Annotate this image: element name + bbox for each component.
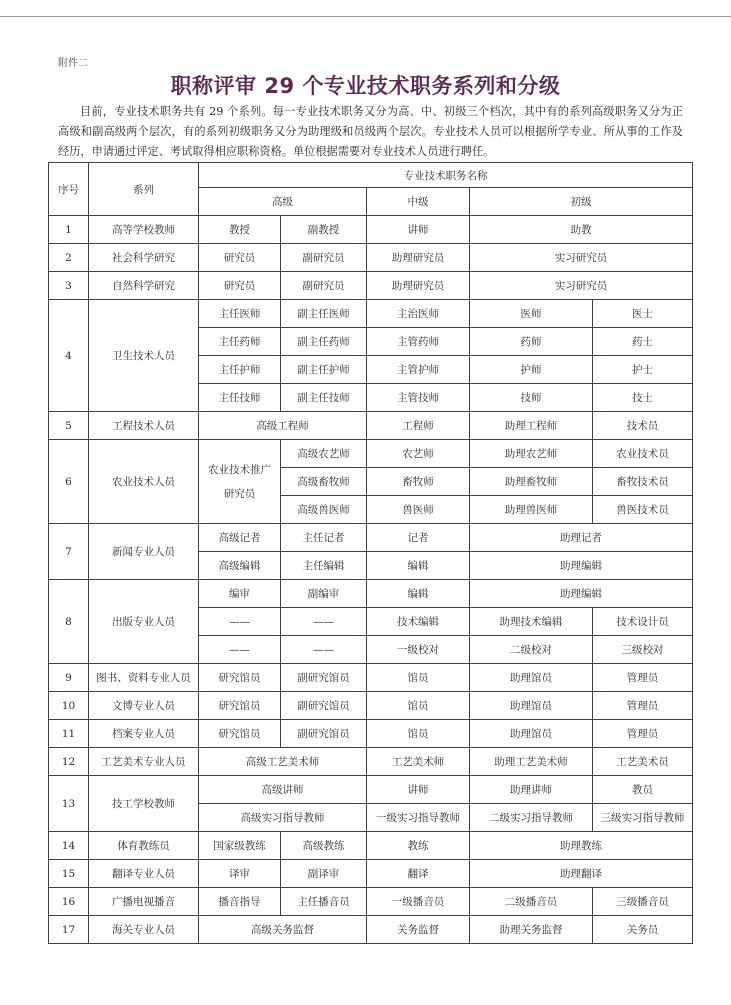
cell: 兽医师 <box>367 496 470 524</box>
cell: 工艺美术师 <box>367 748 470 776</box>
row-series: 档案专业人员 <box>89 720 199 748</box>
cell: 助理工艺美术师 <box>470 748 593 776</box>
row-no: 1 <box>49 216 89 244</box>
row-no: 16 <box>49 888 89 916</box>
cell: 高级编辑 <box>199 552 281 580</box>
page-title: 职称评审 29 个专业技术职务系列和分级 <box>170 74 561 98</box>
cell: 工艺美术员 <box>593 748 693 776</box>
cell: 主管技师 <box>367 384 470 412</box>
cell: 技师 <box>470 384 593 412</box>
cell-line: 农业技术推广 <box>208 463 271 476</box>
cell: —— <box>199 636 281 664</box>
cell: 助理教练 <box>470 832 693 860</box>
cell: 技术编辑 <box>367 608 470 636</box>
cell: 研究馆员 <box>199 664 281 692</box>
row-no: 12 <box>49 748 89 776</box>
cell: 助理农艺师 <box>470 440 593 468</box>
cell: 研究馆员 <box>199 692 281 720</box>
row-series: 卫生技术人员 <box>89 300 199 412</box>
table-row <box>49 216 693 244</box>
row-series: 体育教练员 <box>89 832 199 860</box>
cell: 副研究员 <box>281 272 367 300</box>
cell: 助理工程师 <box>470 412 593 440</box>
cell: 主任播音员 <box>281 888 367 916</box>
table-row <box>49 664 693 692</box>
cell: 主管药师 <box>367 328 470 356</box>
cell: 馆员 <box>367 692 470 720</box>
cell: 主任药师 <box>199 328 281 356</box>
cell: 管理员 <box>593 720 693 748</box>
cell: 高级农艺师 <box>281 440 367 468</box>
cell: 助理研究员 <box>367 272 470 300</box>
cell: 高级记者 <box>199 524 281 552</box>
cell: 高级讲师 <box>199 776 367 804</box>
cell: 助理技术编辑 <box>470 608 593 636</box>
cell: 副译审 <box>281 860 367 888</box>
cell: 农艺师 <box>367 440 470 468</box>
header-row <box>49 163 693 188</box>
cell: 医师 <box>470 300 593 328</box>
cell: 教练 <box>367 832 470 860</box>
cell: 主任医师 <box>199 300 281 328</box>
row-no: 6 <box>49 440 89 524</box>
cell: 助理馆员 <box>470 720 593 748</box>
cell: 助理记者 <box>470 524 693 552</box>
row-series: 文博专业人员 <box>89 692 199 720</box>
cell: 助理馆员 <box>470 664 593 692</box>
cell: 讲师 <box>367 776 470 804</box>
cell: 一级校对 <box>367 636 470 664</box>
cell: 翻译 <box>367 860 470 888</box>
cell-line: 研究员 <box>223 487 256 500</box>
cell: 技术员 <box>593 412 693 440</box>
cell: 实习研究员 <box>470 272 693 300</box>
cell: 助理编辑 <box>470 552 693 580</box>
cell: 主任编辑 <box>281 552 367 580</box>
cell: 研究馆员 <box>199 720 281 748</box>
cell: 译审 <box>199 860 281 888</box>
cell: 研究员 <box>199 244 281 272</box>
cell: 高级兽医师 <box>281 496 367 524</box>
row-series: 工程技术人员 <box>89 412 199 440</box>
cell: 高级实习指导教师 <box>199 804 367 832</box>
row-series: 海关专业人员 <box>89 916 199 944</box>
title-series-table <box>48 162 693 944</box>
cell: 研究员 <box>199 272 281 300</box>
row-no: 3 <box>49 272 89 300</box>
cell: 助理翻译 <box>470 860 693 888</box>
cell: 副教授 <box>281 216 367 244</box>
table-row <box>49 860 693 888</box>
table-row <box>49 524 693 552</box>
table-row <box>49 272 693 300</box>
cell: 助理关务监督 <box>470 916 593 944</box>
cell: 助理编辑 <box>470 580 693 608</box>
row-series: 高等学校教师 <box>89 216 199 244</box>
row-no: 15 <box>49 860 89 888</box>
cell: 馆员 <box>367 720 470 748</box>
header-senior: 高级 <box>199 188 367 216</box>
cell: 工程师 <box>367 412 470 440</box>
cell: 实习研究员 <box>470 244 693 272</box>
cell: 兽医技术员 <box>593 496 693 524</box>
table-row <box>49 580 693 608</box>
cell: 助教 <box>470 216 693 244</box>
cell: 编审 <box>199 580 281 608</box>
cell: 副主任护师 <box>281 356 367 384</box>
cell: 护师 <box>470 356 593 384</box>
row-no: 7 <box>49 524 89 580</box>
cell: 主任记者 <box>281 524 367 552</box>
table-row <box>49 748 693 776</box>
cell: 三级实习指导教师 <box>593 804 693 832</box>
row-no: 13 <box>49 776 89 832</box>
row-no: 5 <box>49 412 89 440</box>
cell: 副研究员 <box>281 244 367 272</box>
cell: 教授 <box>199 216 281 244</box>
cell: 编辑 <box>367 580 470 608</box>
cell: 助理研究员 <box>367 244 470 272</box>
cell: 管理员 <box>593 692 693 720</box>
table-row <box>49 440 693 468</box>
header-no: 序号 <box>49 163 89 216</box>
cell: 农业技术员 <box>593 440 693 468</box>
intro-paragraph: 目前，专业技术职务共有 29 个系列。每一专业技术职务又分为高、中、初级三个档次，其中有的系列高级职务又分为正高级和副高级两个层次，有的系列初级职务又分为助理级和员级两个层次。专业技术人员可以根据所学专业、所从事的工作及经历，申请通过评定、考试取得相应职称资格。单位根据需要对专业技术人员进行聘任。 <box>58 105 683 158</box>
row-series: 自然科学研究 <box>89 272 199 300</box>
cell: 副研究馆员 <box>281 664 367 692</box>
cell: 三级校对 <box>593 636 693 664</box>
cell: 二级实习指导教师 <box>470 804 593 832</box>
row-no: 9 <box>49 664 89 692</box>
cell: 讲师 <box>367 216 470 244</box>
cell: 药士 <box>593 328 693 356</box>
cell: 二级校对 <box>470 636 593 664</box>
row-series: 社会科学研究 <box>89 244 199 272</box>
cell: 高级畜牧师 <box>281 468 367 496</box>
cell: 副编审 <box>281 580 367 608</box>
row-series: 农业技术人员 <box>89 440 199 524</box>
cell: 关务员 <box>593 916 693 944</box>
annex-label: 附件二 <box>58 58 88 69</box>
cell: 畜牧技术员 <box>593 468 693 496</box>
cell: 一级播音员 <box>367 888 470 916</box>
scan-top-edge <box>0 0 731 17</box>
cell: 副主任药师 <box>281 328 367 356</box>
cell: 主任护师 <box>199 356 281 384</box>
cell: 关务监督 <box>367 916 470 944</box>
cell: 副主任技师 <box>281 384 367 412</box>
row-series: 图书、资料专业人员 <box>89 664 199 692</box>
cell: 畜牧师 <box>367 468 470 496</box>
row-series: 翻译专业人员 <box>89 860 199 888</box>
cell: 高级工艺美术师 <box>199 748 367 776</box>
row-series: 技工学校教师 <box>89 776 199 832</box>
cell: —— <box>281 636 367 664</box>
cell: —— <box>199 608 281 636</box>
cell: 主任技师 <box>199 384 281 412</box>
table-row <box>49 776 693 804</box>
table-row <box>49 832 693 860</box>
cell: 管理员 <box>593 664 693 692</box>
table-row <box>49 692 693 720</box>
table-row <box>49 412 693 440</box>
cell: 高级工程师 <box>199 412 367 440</box>
row-no: 14 <box>49 832 89 860</box>
cell: 护士 <box>593 356 693 384</box>
header-junior: 初级 <box>470 188 693 216</box>
cell: 副研究馆员 <box>281 692 367 720</box>
row-series: 出版专业人员 <box>89 580 199 664</box>
cell: 记者 <box>367 524 470 552</box>
cell: —— <box>281 608 367 636</box>
header-series: 系列 <box>89 163 199 216</box>
cell: 副主任医师 <box>281 300 367 328</box>
table-row <box>49 888 693 916</box>
cell: 助理馆员 <box>470 692 593 720</box>
row-series: 新闻专业人员 <box>89 524 199 580</box>
row-no: 11 <box>49 720 89 748</box>
cell: 三级播音员 <box>593 888 693 916</box>
cell: 二级播音员 <box>470 888 593 916</box>
cell-extension-researcher <box>199 440 281 524</box>
row-series: 广播电视播音 <box>89 888 199 916</box>
row-no: 17 <box>49 916 89 944</box>
row-no: 4 <box>49 300 89 412</box>
cell: 高级教练 <box>281 832 367 860</box>
cell: 国家级教练 <box>199 832 281 860</box>
cell: 馆员 <box>367 664 470 692</box>
cell: 副研究馆员 <box>281 720 367 748</box>
cell: 主治医师 <box>367 300 470 328</box>
cell: 编辑 <box>367 552 470 580</box>
table-row <box>49 300 693 328</box>
row-no: 8 <box>49 580 89 664</box>
row-no: 2 <box>49 244 89 272</box>
cell: 教员 <box>593 776 693 804</box>
cell: 主管护师 <box>367 356 470 384</box>
cell: 技术设计员 <box>593 608 693 636</box>
cell: 播音指导 <box>199 888 281 916</box>
table-row <box>49 244 693 272</box>
cell: 助理讲师 <box>470 776 593 804</box>
table-row <box>49 720 693 748</box>
table-row <box>49 916 693 944</box>
cell: 药师 <box>470 328 593 356</box>
cell: 医士 <box>593 300 693 328</box>
cell: 高级关务监督 <box>199 916 367 944</box>
header-middle: 中级 <box>367 188 470 216</box>
cell: 技士 <box>593 384 693 412</box>
cell: 助理兽医师 <box>470 496 593 524</box>
cell: 助理畜牧师 <box>470 468 593 496</box>
cell: 一级实习指导教师 <box>367 804 470 832</box>
row-series: 工艺美术专业人员 <box>89 748 199 776</box>
header-title-name: 专业技术职务名称 <box>199 163 693 188</box>
row-no: 10 <box>49 692 89 720</box>
